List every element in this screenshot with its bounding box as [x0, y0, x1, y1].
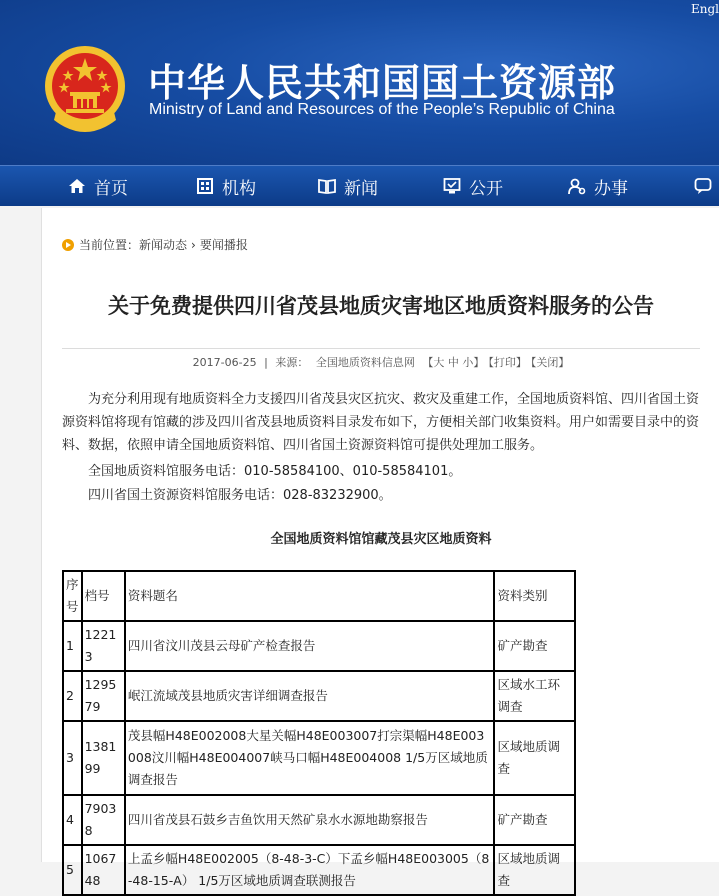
main-nav [0, 165, 719, 206]
table-cell: 区域水工环调查 [494, 671, 575, 721]
nav-item-disclosure[interactable] [443, 166, 503, 206]
table-cell: 5 [63, 845, 82, 895]
nav-item-label: 公开 [469, 178, 503, 199]
national-emblem [42, 42, 128, 132]
table-cell: 79038 [82, 795, 125, 845]
font-size-controls[interactable]: 【大 中 小】 [422, 356, 485, 369]
table-cell: 四川省汶川茂县云母矿产检查报告 [125, 621, 495, 671]
table-header-row [63, 571, 575, 621]
materials-table [62, 570, 576, 896]
article-paragraph: 四川省国土资源资料馆服务电话：028-83232900。 [88, 488, 392, 503]
org-icon [196, 177, 214, 195]
article-date: 2017-06-25 [192, 356, 257, 369]
site-title-chinese: 中华人民共和国国土资源部 [148, 61, 617, 105]
header-cell: 资料题名 [125, 571, 495, 621]
article-paragraph: 为充分利用现有地质资料全力支援四川省茂县灾区抗灾、救灾及重建工作，全国地质资料馆、四川省国土资源资料馆将现有馆藏的涉及四川省茂县地质资料目录发布如下，方便相关部门收集资料。用户如需要目录中的资料、数据，依照申请全国地质资料馆、四川省国土资源资料馆可提供处理加工服务。 [62, 392, 700, 453]
print-link[interactable]: 【打印】 [488, 356, 527, 369]
table-cell: 138199 [82, 721, 125, 795]
table-cell: 1 [63, 621, 82, 671]
table-cell: 2 [63, 671, 82, 721]
table-cell: 上孟乡幅H48E002005（8-48-3-C）下孟乡幅H48E003005（8-48-15-A） 1/5万区域地质调查联测报告 [125, 845, 495, 895]
nav-item-interaction[interactable] [694, 166, 719, 206]
table-cell: 129579 [82, 671, 125, 721]
table-cell: 4 [63, 795, 82, 845]
breadcrumb-prefix: 当前位置： [79, 238, 140, 252]
table-title: 全国地质资料馆馆藏茂县灾区地质资料 [270, 532, 492, 547]
header-cell: 档号 [82, 571, 125, 621]
nav-item-home[interactable] [68, 166, 128, 206]
service-icon [568, 177, 586, 195]
article-panel [41, 208, 719, 888]
table-cell: 矿产勘查 [494, 621, 575, 671]
header-cell: 序号 [63, 571, 82, 621]
site-title-english: Ministry of Land and Resources of the People’s Republic of China [149, 101, 615, 118]
english-version-link[interactable]: Engl [690, 2, 719, 16]
disclosure-icon [443, 177, 461, 195]
table-cell: 岷江流域茂县地质灾害详细调查报告 [125, 671, 495, 721]
article-title: 关于免费提供四川省茂县地质灾害地区地质资料服务的公告 [108, 293, 654, 318]
nav-item-label: 首页 [94, 178, 128, 199]
nav-item-label: 新闻 [344, 178, 378, 199]
title-divider [62, 348, 700, 349]
nav-item-label: 机构 [222, 178, 256, 199]
breadcrumb [62, 236, 248, 253]
location-icon [62, 239, 74, 251]
article-paragraph: 全国地质资料馆服务电话：010-58584100、010-58584101。 [88, 464, 462, 479]
header-cell: 资料类别 [494, 571, 575, 621]
table-cell: 12213 [82, 621, 125, 671]
nav-item-organization[interactable] [196, 166, 256, 206]
meta-separator: | [264, 356, 268, 369]
breadcrumb-separator: › [191, 237, 196, 252]
table-cell: 3 [63, 721, 82, 795]
source-link[interactable]: 全国地质资料信息网 [315, 356, 415, 369]
nav-item-service[interactable] [568, 166, 628, 206]
news-icon [318, 177, 336, 195]
nav-item-news[interactable] [318, 166, 378, 206]
table-row [63, 671, 575, 721]
table-cell: 四川省茂县石鼓乡吉鱼饮用天然矿泉水水源地勘察报告 [125, 795, 495, 845]
home-icon [68, 177, 86, 195]
chat-icon [694, 177, 712, 195]
source-label: 来源： [275, 356, 309, 369]
table-cell: 茂县幅H48E002008大星关幅H48E003007打宗渠幅H48E003008汶川幅H48E004007峡马口幅H48E004008 1/5万区域地质调查报告 [125, 721, 495, 795]
table-row [63, 845, 575, 895]
table-row [63, 721, 575, 795]
close-link[interactable]: 【关闭】 [530, 356, 570, 369]
table-cell: 区域地质调查 [494, 721, 575, 795]
table-cell: 区域地质调查 [494, 845, 575, 895]
nav-item-label: 办事 [594, 178, 628, 199]
site-header [0, 0, 719, 165]
table-row [63, 621, 575, 671]
table-cell: 106748 [82, 845, 125, 895]
breadcrumb-news[interactable]: 新闻动态 [139, 238, 188, 252]
breadcrumb-headlines[interactable]: 要闻播报 [199, 238, 248, 252]
table-cell: 矿产勘查 [494, 795, 575, 845]
table-row [63, 795, 575, 845]
article-meta [42, 354, 719, 370]
